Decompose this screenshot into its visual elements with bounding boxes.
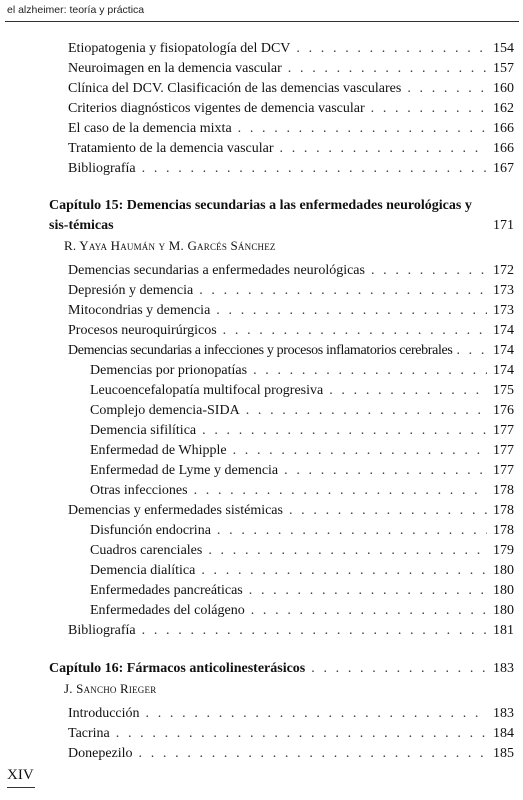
toc-entry-page: 154 bbox=[493, 41, 514, 56]
toc-entry[interactable] bbox=[0, 461, 523, 481]
toc-entry-title: Otras infecciones bbox=[90, 483, 188, 498]
toc-entry-title: Demencias y enfermedades sistémicas bbox=[68, 503, 283, 518]
toc-entry[interactable] bbox=[0, 541, 523, 561]
dot-leader bbox=[233, 441, 487, 461]
toc-entry-page: 160 bbox=[493, 81, 514, 96]
toc-entry-title: Demencia dialítica bbox=[90, 563, 196, 578]
toc-entry[interactable] bbox=[0, 281, 523, 301]
toc-entry-page: 173 bbox=[493, 303, 514, 318]
toc-entry[interactable] bbox=[0, 99, 523, 119]
dot-leader bbox=[311, 659, 487, 679]
toc-entry-title: Introducción bbox=[68, 706, 140, 721]
toc-entry[interactable] bbox=[0, 139, 523, 159]
toc-entry-page: 167 bbox=[493, 161, 514, 176]
toc-entry-page: 181 bbox=[493, 623, 514, 638]
toc-entry-title: Leucoencefalopatía multifocal progresiva bbox=[90, 383, 324, 398]
toc-entry-page: 180 bbox=[493, 563, 514, 578]
dot-leader bbox=[456, 341, 489, 361]
dot-leader bbox=[208, 541, 487, 561]
toc-entry[interactable] bbox=[0, 119, 523, 139]
toc-entry-page: 166 bbox=[493, 141, 514, 156]
chapter-16-row[interactable] bbox=[49, 659, 514, 679]
toc-entry-title: Demencias secundarias a enfermedades neurológicas bbox=[68, 263, 365, 278]
toc-entry[interactable] bbox=[0, 79, 523, 99]
toc-entry-page: 175 bbox=[493, 383, 514, 398]
toc-entry-title: Complejo demencia-SIDA bbox=[90, 403, 240, 418]
dot-leader bbox=[194, 481, 487, 501]
dot-leader bbox=[223, 321, 487, 341]
toc-entry-page: 183 bbox=[493, 706, 514, 721]
toc-entry-page: 179 bbox=[493, 543, 514, 558]
toc-entry-page: 166 bbox=[493, 121, 514, 136]
dot-leader bbox=[201, 561, 487, 581]
chapter-15-title[interactable]: Capítulo 15: Demencias secundarias a las enfermedades neurológicas y sis-témicas bbox=[49, 198, 472, 233]
toc-entry-title: Clínica del DCV. Clasificación de las demencias vasculares bbox=[68, 81, 402, 96]
toc-entry-page: 184 bbox=[493, 726, 514, 741]
toc-entry-page: 157 bbox=[493, 61, 514, 76]
dot-leader bbox=[116, 724, 487, 744]
header-rule bbox=[5, 21, 519, 22]
page-number: XIV bbox=[7, 767, 34, 783]
toc-entry[interactable] bbox=[0, 521, 523, 541]
dot-leader bbox=[217, 521, 487, 541]
chapter-15-authors: R. Yaya Haumán y M. Garcés Sánchez bbox=[64, 238, 276, 253]
toc-entry[interactable] bbox=[0, 341, 523, 361]
dot-leader bbox=[246, 401, 487, 421]
chapter-16-title: Capítulo 16: Fármacos anticolinesterásicos bbox=[49, 661, 306, 676]
toc-entry-title: Procesos neuroquirúrgicos bbox=[68, 323, 217, 338]
chapter-16-authors: J. Sancho Rieger bbox=[64, 681, 157, 696]
toc-entry-page: 172 bbox=[493, 263, 514, 278]
toc-entry-page: 177 bbox=[493, 443, 514, 458]
footer-rule bbox=[7, 787, 35, 788]
toc-entry-page: 173 bbox=[493, 283, 514, 298]
chapter-15-page: 171 bbox=[493, 218, 514, 233]
dot-leader bbox=[142, 159, 487, 179]
toc-entry-title: Etiopatogenia y fisiopatología del DCV bbox=[68, 41, 291, 56]
toc-entry-title: Depresión y demencia bbox=[68, 283, 194, 298]
dot-leader bbox=[280, 139, 487, 159]
toc-entry-page: 174 bbox=[493, 343, 514, 358]
toc-entry-title: Bibliografía bbox=[68, 623, 136, 638]
toc-entry[interactable] bbox=[0, 361, 523, 381]
toc-entry-title: Enfermedades pancreáticas bbox=[90, 583, 243, 598]
toc-entry-title: Bibliografía bbox=[68, 161, 136, 176]
dot-leader bbox=[216, 301, 487, 321]
toc-entry-title: Demencia sifilítica bbox=[90, 423, 197, 438]
toc-entry-title: Enfermedad de Whipple bbox=[90, 443, 227, 458]
toc-entry-page: 174 bbox=[493, 363, 514, 378]
toc-entry[interactable] bbox=[0, 704, 523, 724]
dot-leader bbox=[253, 361, 487, 381]
toc-entry-page: 176 bbox=[493, 403, 514, 418]
dot-leader bbox=[289, 501, 487, 521]
toc-entry[interactable] bbox=[0, 561, 523, 581]
toc-entry[interactable] bbox=[0, 159, 523, 179]
dot-leader bbox=[202, 421, 487, 441]
toc-entry-title: Disfunción endocrina bbox=[90, 523, 211, 538]
toc-entry-title: Demencias por prionopatías bbox=[90, 363, 248, 378]
toc-entry-page: 174 bbox=[493, 323, 514, 338]
dot-leader bbox=[329, 381, 487, 401]
toc-entry-title: Enfermedad de Lyme y demencia bbox=[90, 463, 279, 478]
toc-entry-title: Criterios diagnósticos vigentes de demencia vascular bbox=[68, 101, 365, 116]
toc-entry-title: Donepezilo bbox=[68, 746, 133, 761]
toc-entry[interactable] bbox=[0, 501, 523, 521]
toc-entry-page: 185 bbox=[493, 746, 514, 761]
toc-entry-page: 180 bbox=[493, 603, 514, 618]
toc-entry-page: 177 bbox=[493, 463, 514, 478]
dot-leader bbox=[371, 99, 487, 119]
running-head: el alzheimer: teoría y práctica bbox=[7, 4, 145, 16]
dot-leader bbox=[284, 461, 487, 481]
toc-entry[interactable] bbox=[0, 621, 523, 641]
toc-entry[interactable] bbox=[0, 601, 523, 621]
toc-entry-title: Tacrina bbox=[68, 726, 110, 741]
dot-leader bbox=[288, 59, 487, 79]
dot-leader bbox=[199, 281, 487, 301]
toc-entry[interactable] bbox=[0, 744, 523, 764]
chapter-16-page: 183 bbox=[493, 661, 514, 676]
toc-entry-title: Mitocondrias y demencia bbox=[68, 303, 211, 318]
toc-entry-page: 178 bbox=[493, 523, 514, 538]
toc-entry-page: 162 bbox=[493, 101, 514, 116]
toc-entry[interactable] bbox=[0, 441, 523, 461]
toc-entry[interactable] bbox=[0, 401, 523, 421]
toc-entry-title: Demencias secundarias a infecciones y procesos inflamatorios cerebrales bbox=[68, 343, 453, 358]
dot-leader bbox=[238, 119, 487, 139]
toc-entry-page: 177 bbox=[493, 423, 514, 438]
toc-entry-page: 180 bbox=[493, 583, 514, 598]
toc-entry-page: 178 bbox=[493, 503, 514, 518]
dot-leader bbox=[251, 601, 487, 621]
toc-entry-title: Tratamiento de la demencia vascular bbox=[68, 141, 274, 156]
toc-entry-title: Cuadros carenciales bbox=[90, 543, 203, 558]
toc-entry[interactable] bbox=[0, 59, 523, 79]
dot-leader bbox=[407, 79, 487, 99]
toc-entry[interactable] bbox=[0, 581, 523, 601]
toc-entry[interactable] bbox=[0, 39, 523, 59]
toc-entry[interactable] bbox=[0, 724, 523, 744]
dot-leader bbox=[146, 704, 487, 724]
dot-leader bbox=[249, 581, 487, 601]
dot-leader bbox=[139, 744, 487, 764]
toc-entry[interactable] bbox=[0, 321, 523, 341]
toc-entry-title: Enfermedades del colágeno bbox=[90, 603, 245, 618]
toc-entry[interactable] bbox=[0, 381, 523, 401]
dot-leader bbox=[296, 39, 487, 59]
toc-entry-title: Neuroimagen en la demencia vascular bbox=[68, 61, 282, 76]
toc-entry[interactable] bbox=[0, 301, 523, 321]
dot-leader bbox=[142, 621, 487, 641]
toc-entry[interactable] bbox=[0, 261, 523, 281]
dot-leader bbox=[371, 261, 487, 281]
toc-entry[interactable] bbox=[0, 481, 523, 501]
toc-entry-page: 178 bbox=[493, 483, 514, 498]
toc-entry-title: El caso de la demencia mixta bbox=[68, 121, 232, 136]
toc-entry[interactable] bbox=[0, 421, 523, 441]
